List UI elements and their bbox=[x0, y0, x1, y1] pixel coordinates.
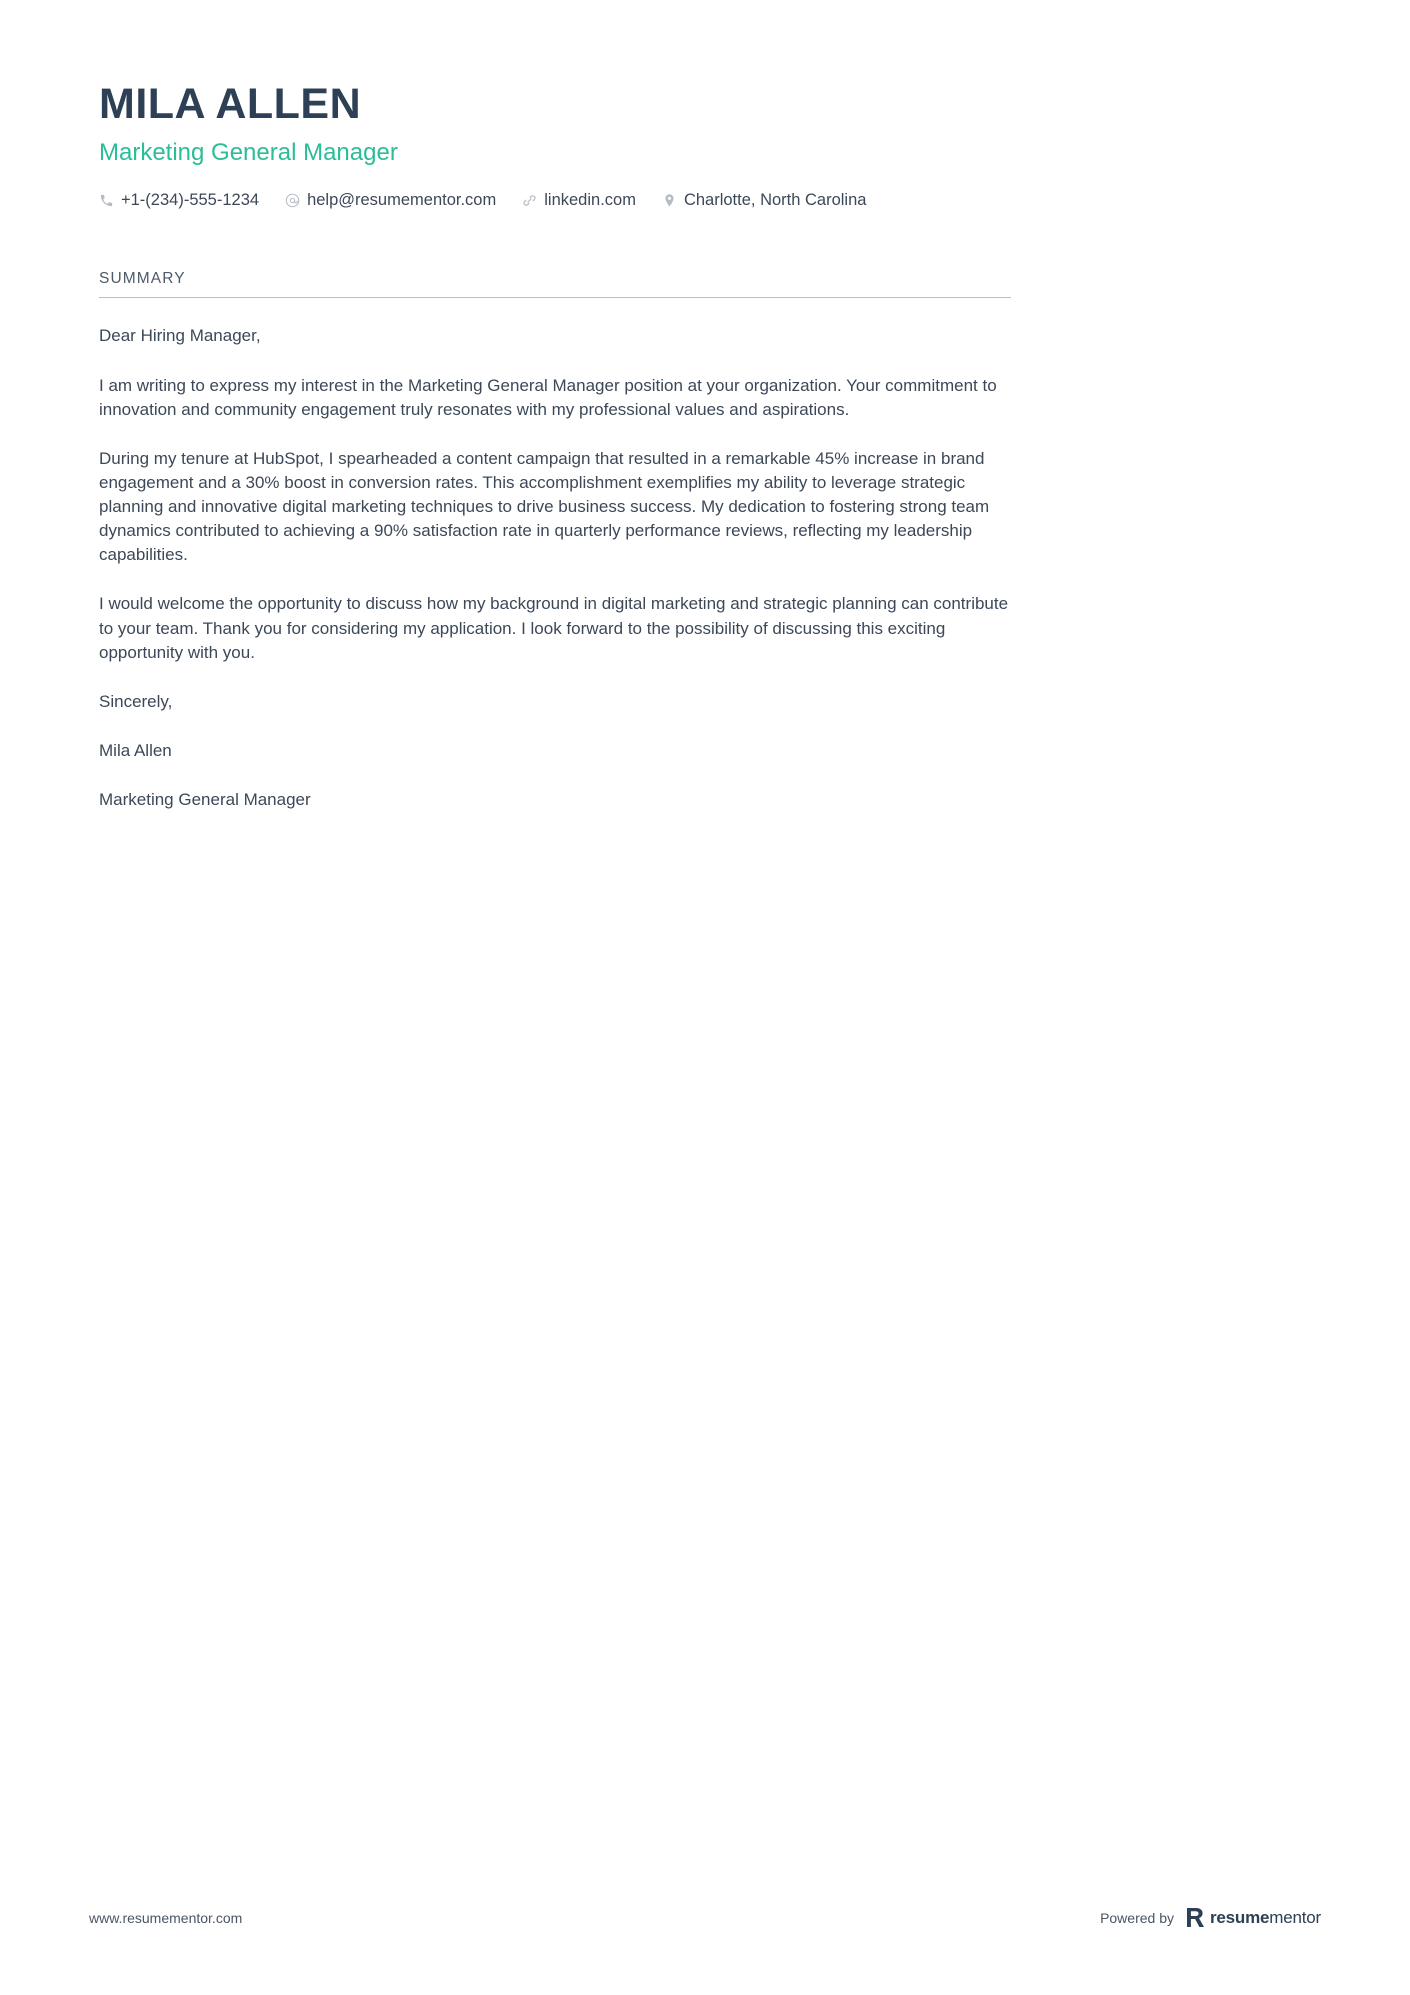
contact-row bbox=[99, 192, 1011, 209]
summary-section-heading: SUMMARY bbox=[99, 270, 186, 288]
letter-paragraph-3: I would welcome the opportunity to discuss how my background in digital marketing and strategic planning can contribute to your team. Thank you for considering my application. I look forward to the possibility of discussing this exciting opportunity with you. bbox=[99, 594, 1009, 662]
contact-email-value: help@resumementor.com bbox=[307, 190, 497, 209]
resumementor-logo bbox=[1187, 1908, 1321, 1927]
contact-link bbox=[522, 192, 636, 209]
phone-icon bbox=[99, 193, 114, 208]
letter-paragraph-2: During my tenure at HubSpot, I spearheaded a content campaign that resulted in a remarkable 45% increase in brand engagement and a 30% boost in conversion rates. This accomplishment exemplifies my ability to leverage strategic planning and innovative digital marketing techniques to drive business success. My dedication to fostering strong team dynamics contributed to achieving a 90% satisfaction rate in quarterly performance reviews, reflecting my leadership capabilities. bbox=[99, 448, 990, 565]
candidate-name: MILA ALLEN bbox=[99, 80, 362, 128]
cover-letter-body bbox=[99, 298, 1011, 812]
contact-phone bbox=[99, 192, 259, 209]
footer-website[interactable]: www.resumementor.com bbox=[89, 1909, 243, 1926]
letter-signature-name: Mila Allen bbox=[99, 740, 172, 760]
link-icon bbox=[522, 193, 537, 208]
brand-name-light: mentor bbox=[1269, 1908, 1321, 1927]
location-pin-icon bbox=[662, 193, 677, 208]
powered-by-label: Powered by bbox=[1100, 1909, 1174, 1926]
footer-branding bbox=[1100, 1908, 1321, 1927]
brand-name-bold: resume bbox=[1210, 1908, 1270, 1927]
contact-phone-value: +1-(234)-555-1234 bbox=[121, 190, 260, 209]
resumementor-wordmark bbox=[1210, 1909, 1321, 1926]
document-content bbox=[99, 0, 1011, 812]
email-icon bbox=[285, 193, 300, 208]
letter-paragraph-1: I am writing to express my interest in the Marketing General Manager position at your organization. Your commitment to innovation and community engagement truly resonates with my professional values and aspirations. bbox=[99, 375, 997, 419]
summary-section bbox=[99, 270, 1011, 812]
candidate-job-title: Marketing General Manager bbox=[99, 139, 398, 167]
document-header bbox=[99, 0, 1011, 208]
page-footer bbox=[89, 1908, 1321, 1927]
contact-email bbox=[285, 192, 496, 209]
letter-signature-title: Marketing General Manager bbox=[99, 790, 311, 810]
contact-location bbox=[662, 192, 867, 209]
letter-salutation: Dear Hiring Manager, bbox=[99, 326, 261, 346]
contact-location-value: Charlotte, North Carolina bbox=[683, 190, 867, 209]
contact-link-value: linkedin.com bbox=[544, 190, 636, 209]
letter-closing: Sincerely, bbox=[99, 691, 173, 711]
resumementor-mark-icon bbox=[1187, 1908, 1204, 1927]
